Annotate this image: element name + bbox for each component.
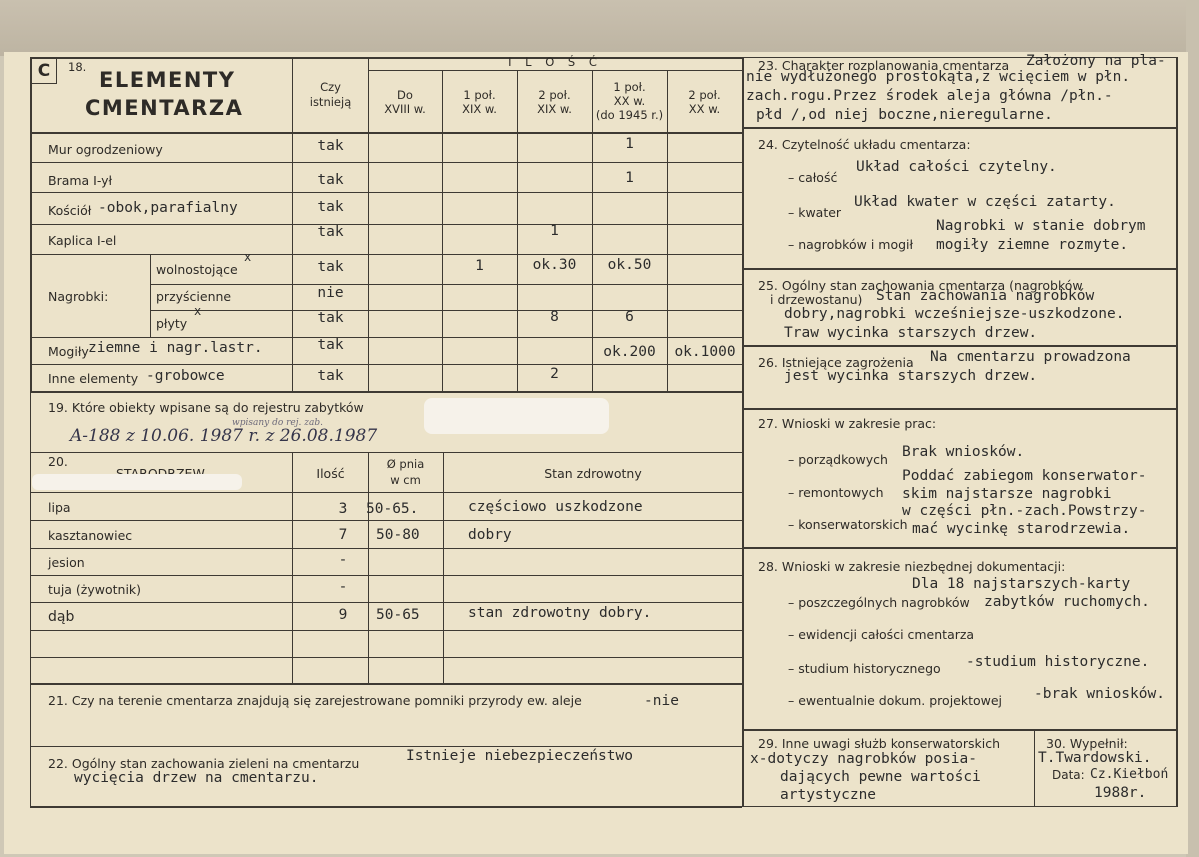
rule	[742, 345, 1176, 347]
val-inne-czy: tak	[317, 368, 344, 384]
rule	[742, 127, 1176, 129]
q23-line1: Założony na pla-	[1026, 53, 1166, 69]
q24-nagrobkow: – nagrobków i mogił	[788, 237, 914, 252]
title-line1: ELEMENTY	[99, 68, 236, 92]
q25-answer-2: dobry,nagrobki wcześniejsze-uszkodzone.	[784, 306, 1125, 322]
q30-data-label: Data:	[1052, 768, 1085, 782]
rule	[30, 337, 742, 338]
row-nagrobki: Nagrobki:	[48, 289, 109, 304]
q23-line3: zach.rogu.Przez środek aleja główna /płn.-	[746, 88, 1113, 104]
tree-health: stan zdrowotny dobry.	[468, 605, 652, 621]
q30-label: 30. Wypełnił:	[1046, 736, 1128, 751]
rule	[30, 602, 742, 603]
rule	[30, 548, 742, 549]
q27-porz-answer: Brak wniosków.	[902, 444, 1025, 460]
q28-ewidencji: – ewidencji całości cmentarza	[788, 627, 975, 642]
val-kaplica-2-19: 1	[550, 223, 559, 239]
q23-line4: płd /,od niej boczne,nieregularne.	[756, 107, 1053, 123]
col-1-19-2: XIX w.	[462, 102, 497, 116]
rule	[30, 683, 742, 685]
ilosc-header: I L O Ś Ć	[508, 55, 602, 69]
rule	[30, 520, 742, 521]
val-mogily-czy: tak	[317, 337, 344, 353]
val-wolno-czy: tak	[317, 259, 344, 275]
rule	[150, 254, 151, 337]
q28-projektowej: – ewentualnie dokum. projektowej	[788, 693, 1003, 708]
val-przys-czy: nie	[317, 285, 344, 301]
col-1-20-3: (do 1945 r.)	[595, 108, 664, 122]
row-kosciol: Kościół	[48, 203, 92, 218]
rule	[30, 806, 742, 808]
tree-name: tuja (żywotnik)	[48, 582, 142, 597]
redaction-smudge	[32, 474, 242, 490]
q23-line2: nie wydłużonego prostokąta,z wcięciem w płn.	[746, 69, 1131, 85]
rule	[30, 57, 32, 393]
q24-calosc-answer: Układ całości czytelny.	[856, 159, 1057, 175]
row-plyty: płyty	[156, 316, 188, 331]
rule	[442, 70, 443, 392]
row-brama: Brama I-ył	[48, 173, 113, 188]
rule	[30, 391, 742, 393]
q25-answer-1: Stan zachowania nagrobków	[876, 288, 1095, 304]
q28-poszczegolnych: – poszczególnych nagrobków	[788, 595, 970, 610]
wolno-mark: x	[244, 250, 252, 264]
rule	[742, 729, 1176, 731]
rule	[30, 452, 742, 453]
row-kaplica: Kaplica I-el	[48, 233, 117, 248]
tree-count: 7	[338, 527, 348, 543]
q30-answer-2: Cz.Kiełboń	[1090, 767, 1169, 782]
q27-answer-3: w części płn.-zach.Powstrzy-	[902, 503, 1147, 519]
row-mur: Mur ogrodzeniowy	[48, 142, 163, 157]
q30-answer-1: T.Twardowski.	[1038, 750, 1152, 766]
val-wolno-1-20: ok.50	[607, 257, 652, 273]
col-1-20-2: XX w.	[613, 94, 646, 108]
rule	[30, 575, 742, 576]
rule	[30, 391, 31, 807]
rule	[443, 452, 444, 684]
s20-stan: Stan zdrowotny	[544, 466, 642, 481]
col-2-19-2: XIX w.	[537, 102, 572, 116]
rule	[30, 657, 742, 658]
q27-answer-1: Poddać zabiegom konserwator-	[902, 468, 1147, 484]
q26-answer-1: Na cmentarzu prowadzona	[930, 349, 1131, 365]
section-box-letter: C	[32, 59, 57, 84]
col-do-18-1: Do	[397, 88, 413, 102]
q21-answer: -nie	[644, 693, 679, 709]
tape-strip	[0, 0, 1199, 56]
s20-fi-2: w cm	[390, 473, 421, 487]
q27-label: 27. Wnioski w zakresie prac:	[758, 416, 937, 431]
rule	[150, 284, 742, 285]
q24-kwater: – kwater	[788, 205, 842, 220]
s20-number: 20.	[48, 454, 68, 469]
col-2-19-1: 2 poł.	[538, 88, 571, 102]
col-czy-2: istnieją	[309, 95, 352, 109]
q29-answer-3: artystyczne	[780, 787, 877, 803]
q27-konserwatorskich: – konserwatorskich	[788, 517, 908, 532]
rule	[30, 162, 742, 163]
row-inne: Inne elementy	[48, 371, 139, 386]
col-1-19-1: 1 poł.	[463, 88, 496, 102]
rule	[1034, 729, 1035, 807]
val-wolno-1-19: 1	[475, 258, 484, 274]
q24-label: 24. Czytelność układu cmentarza:	[758, 137, 971, 152]
row-kosciol-typed: -obok,parafialny	[98, 200, 238, 216]
rule	[742, 547, 1176, 549]
val-plyty-1-20: 6	[625, 309, 634, 325]
tree-count: 9	[338, 607, 348, 623]
tree-count: -	[338, 552, 348, 568]
rule	[30, 192, 742, 193]
tree-name: jesion	[48, 555, 85, 570]
q28-studium: – studium historycznego	[788, 661, 941, 676]
val-plyty-czy: tak	[317, 310, 344, 326]
q21-label: 21. Czy na terenie cmentarza znajdują się zarejestrowane pomniki przyrody ew. aleje	[48, 693, 582, 708]
val-mogily-2-20: ok.1000	[674, 344, 736, 360]
s20-ilosc: Ilość	[316, 466, 345, 481]
val-plyty-2-19: 8	[550, 309, 559, 325]
tree-diameter: 50-65	[376, 607, 420, 623]
rule	[30, 132, 742, 134]
val-brama-czy: tak	[317, 172, 344, 188]
q24-nagr-answer-2: mogiły ziemne rozmyte.	[936, 237, 1129, 253]
row-wolnostojace: wolnostojące	[156, 262, 238, 277]
rule	[30, 364, 742, 365]
q24-kwater-answer: Układ kwater w części zatarty.	[854, 194, 1116, 210]
q19-handwriting-small: wpisany do rej. zab.	[232, 418, 323, 428]
val-mogily-1-20: ok.200	[603, 344, 656, 360]
s20-fi-1: Ø pnia	[386, 457, 425, 471]
row-przyscienne: przyścienne	[156, 289, 232, 304]
q19-label: 19. Które obiekty wpisane są do rejestru zabytków	[48, 400, 364, 415]
tree-count: 3	[338, 501, 348, 517]
rule	[30, 630, 742, 631]
q23-label: 23. Charakter rozplanowania cmentarza	[758, 58, 1010, 73]
val-mur-1-20: 1	[625, 136, 634, 152]
q28-poj-answer-2: zabytków ruchomych.	[984, 594, 1150, 610]
tree-diameter: 50-65.	[366, 501, 419, 517]
q25-label-2: i drzewostanu)	[770, 292, 863, 307]
q29-answer-1: x-dotyczy nagrobków posia-	[750, 751, 977, 767]
redaction-smudge	[424, 398, 609, 434]
col-czy-1: Czy	[320, 80, 341, 94]
val-kosciol-czy: tak	[317, 199, 344, 215]
q22-label: 22. Ogólny stan zachowania zieleni na cmentarzu	[48, 756, 360, 771]
q22-answer-2: wycięcia drzew na cmentarzu.	[74, 770, 319, 786]
tree-name: kasztanowiec	[48, 528, 133, 543]
q28-label: 28. Wnioski w zakresie niezbędnej dokumentacji:	[758, 559, 1066, 574]
q26-label: 26. Istniejące zagrożenia	[758, 355, 914, 370]
record-card	[4, 52, 1188, 854]
tree-name: lipa	[48, 500, 71, 515]
row-inne-typed: -grobowce	[146, 368, 225, 384]
row-mogily-typed: ziemne i nagr.lastr.	[88, 340, 263, 356]
rule	[1176, 57, 1178, 807]
col-1-20-1: 1 poł.	[613, 80, 646, 94]
section-number: 18.	[68, 60, 87, 74]
rule	[30, 254, 742, 255]
q27-answer-2: skim najstarsze nagrobki	[902, 486, 1112, 502]
rule	[292, 452, 293, 684]
val-brama-1-20: 1	[625, 170, 634, 186]
rule	[742, 806, 1176, 807]
val-mur-czy: tak	[317, 138, 344, 154]
q25-answer-3: Traw wycinka starszych drzew.	[784, 325, 1038, 341]
val-kaplica-czy: tak	[317, 224, 344, 240]
q30-answer-3: 1988r.	[1094, 785, 1147, 801]
q27-remontowych: – remontowych	[788, 485, 884, 500]
val-wolno-2-19: ok.30	[532, 257, 577, 273]
q24-calosc: – całość	[788, 170, 838, 185]
q19-handwriting: A-188 z 10.06. 1987 r. z 26.08.1987	[70, 426, 378, 446]
title-line2: CMENTARZA	[85, 96, 244, 120]
q27-answer-4: mać wycinkę starodrzewia.	[912, 521, 1131, 537]
tree-diameter: 50-80	[376, 527, 420, 543]
col-2-20-2: XX w.	[688, 102, 721, 116]
tree-health: dobry	[468, 527, 512, 543]
row-mogily: Mogiły	[48, 344, 89, 359]
rule	[368, 70, 742, 71]
q22-answer-1: Istnieje niebezpieczeństwo	[406, 748, 633, 764]
tree-name: dąb	[48, 609, 75, 625]
plyty-mark: x	[194, 304, 202, 318]
rule	[30, 224, 742, 225]
q26-answer-2: jest wycinka starszych drzew.	[784, 368, 1038, 384]
rule	[742, 408, 1176, 410]
rule	[30, 492, 742, 493]
tree-health: częściowo uszkodzone	[468, 499, 643, 515]
rule	[742, 57, 744, 807]
q29-label: 29. Inne uwagi służb konserwatorskich	[758, 736, 1000, 751]
q28-stud-answer: -studium historyczne.	[966, 654, 1150, 670]
q25-label-1: 25. Ogólny stan zachowania cmentarza (nagrobków	[758, 278, 1083, 293]
q28-proj-answer: -brak wniosków.	[1034, 686, 1165, 702]
rule	[742, 268, 1176, 270]
rule	[30, 746, 742, 747]
q29-answer-2: dających pewne wartości	[780, 769, 981, 785]
val-inne-2-19: 2	[550, 366, 559, 382]
q28-poj-answer-1: Dla 18 najstarszych-karty	[912, 576, 1131, 592]
col-2-20-1: 2 poł.	[688, 88, 721, 102]
tree-count: -	[338, 579, 348, 595]
q24-nagr-answer-1: Nagrobki w stanie dobrym	[936, 218, 1146, 234]
q27-porzadkowych: – porządkowych	[788, 452, 888, 467]
col-do-18-2: XVIII w.	[384, 102, 426, 116]
